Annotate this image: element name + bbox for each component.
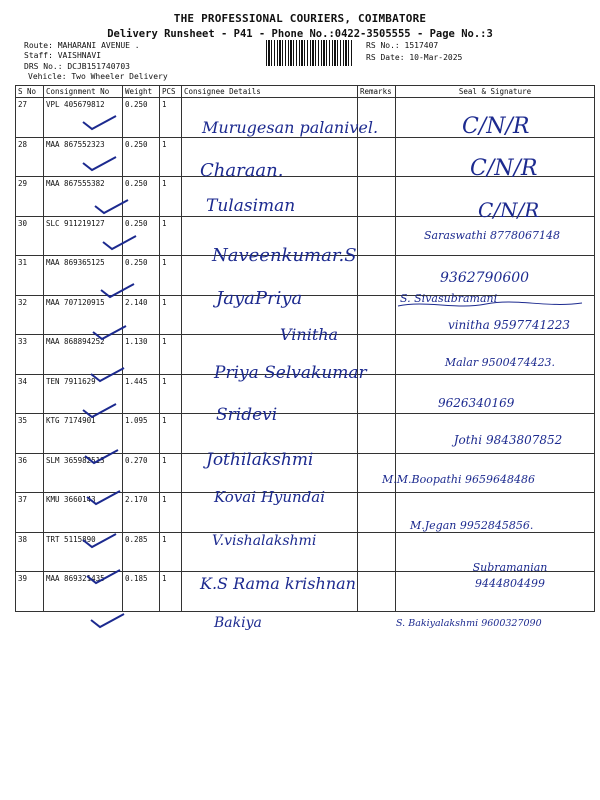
cell-sno: 33 — [16, 335, 44, 375]
cell-sno: 28 — [16, 137, 44, 177]
handwritten-signature: 9626340169 — [438, 396, 515, 410]
handwritten-consignee: Jothilakshmi — [206, 450, 314, 470]
check-mark-icon — [92, 196, 132, 216]
cell-remarks — [358, 414, 396, 454]
handwritten-consignee: Naveenkumar.S — [212, 245, 357, 266]
check-mark-icon — [90, 322, 130, 342]
check-mark-icon — [80, 400, 120, 420]
cell-weight: 0.250 — [123, 177, 160, 217]
cell-sno: 39 — [16, 572, 44, 612]
handwritten-signature: M.Jegan 9952845856. — [410, 519, 534, 532]
cell-weight: 0.250 — [123, 137, 160, 177]
runsheet-subtitle: Delivery Runsheet - P41 - Phone No.:0422-3505555 - Page No.:3 — [107, 28, 493, 40]
check-mark-icon — [98, 280, 138, 300]
cell-sno: 34 — [16, 374, 44, 414]
cell-pcs: 1 — [160, 374, 182, 414]
cell-pcs: 1 — [160, 256, 182, 296]
handwritten-signature: S. Sivasubramani — [400, 292, 498, 305]
cell-consignment: TRT 5115890 — [44, 532, 123, 572]
handwritten-consignee: Murugesan palanivel. — [202, 118, 379, 137]
handwritten-signature: Jothi 9843807852 — [453, 433, 563, 447]
handwritten-signature: 9362790600 — [440, 270, 530, 286]
check-mark-icon — [80, 153, 120, 173]
cell-consignment: MAA 868894252 — [44, 335, 123, 375]
cell-consignment: MAA 869365125 — [44, 256, 123, 296]
cell-remarks — [358, 295, 396, 335]
cell-consignment: SLM 365982513 — [44, 453, 123, 493]
handwritten-consignee: Tulasiman — [206, 196, 296, 216]
check-mark-icon — [82, 446, 122, 466]
handwritten-consignee: Priya Selvakumar — [214, 363, 367, 383]
col-remarks: Remarks — [358, 86, 396, 98]
handwritten-consignee: V.vishalakshmi — [212, 533, 317, 549]
col-consignee: Consignee Details — [182, 86, 358, 98]
cell-weight: 2.140 — [123, 295, 160, 335]
cell-remarks — [358, 572, 396, 612]
cell-pcs: 1 — [160, 216, 182, 256]
cell-pcs: 1 — [160, 295, 182, 335]
cell-consignment: KMU 3660143 — [44, 493, 123, 533]
cell-weight: 1.095 — [123, 414, 160, 454]
cell-sno: 37 — [16, 493, 44, 533]
staff-text: Staff: VAISHNAVI — [24, 51, 102, 60]
table-header-row — [16, 86, 595, 98]
col-signature: Seal & Signature — [396, 86, 595, 98]
cell-consignment: TEN 7911629 — [44, 374, 123, 414]
handwritten-consignee: Charaan. — [200, 160, 284, 181]
handwritten-signature: S. Bakiyalakshmi 9600327090 — [396, 618, 542, 629]
drs-number: DRS No.: DCJB151740703 — [24, 62, 130, 71]
cell-weight: 0.250 — [123, 98, 160, 138]
cell-pcs: 1 — [160, 137, 182, 177]
cell-pcs: 1 — [160, 335, 182, 375]
cell-weight: 0.250 — [123, 216, 160, 256]
cell-weight: 0.270 — [123, 453, 160, 493]
cell-pcs: 1 — [160, 493, 182, 533]
handwritten-signature: C/N/R — [478, 198, 540, 222]
handwritten-signature: vinitha 9597741223 — [447, 318, 570, 332]
handwritten-consignee: Bakiya — [214, 615, 262, 631]
company-title: THE PROFESSIONAL COURIERS, COIMBATORE — [173, 12, 427, 25]
cell-remarks — [358, 216, 396, 256]
cell-weight: 0.185 — [123, 572, 160, 612]
cell-pcs: 1 — [160, 414, 182, 454]
cell-consignment: MAA 869321435 — [44, 572, 123, 612]
check-mark-icon — [80, 530, 120, 550]
handwritten-signature: C/N/R — [470, 156, 538, 181]
cell-pcs: 1 — [160, 453, 182, 493]
col-sno: S No — [16, 86, 44, 98]
check-mark-icon — [84, 487, 124, 507]
handwritten-consignee: K.S Rama krishnan — [200, 574, 356, 593]
cell-weight: 1.130 — [123, 335, 160, 375]
cell-sno: 36 — [16, 453, 44, 493]
handwritten-signature: Malar 9500474423. — [444, 356, 556, 369]
check-mark-icon — [100, 232, 140, 252]
handwritten-signature: Saraswathi 8778067148 — [424, 229, 561, 242]
cell-pcs: 1 — [160, 177, 182, 217]
cell-consignment: KTG 7174901 — [44, 414, 123, 454]
cell-consignment: MAA 867555382 — [44, 177, 123, 217]
cell-sno: 27 — [16, 98, 44, 138]
cell-sno: 38 — [16, 532, 44, 572]
cell-pcs: 1 — [160, 532, 182, 572]
cell-consignment: MAA 707120915 — [44, 295, 123, 335]
cell-sno: 29 — [16, 177, 44, 217]
cell-weight: 0.285 — [123, 532, 160, 572]
handwritten-consignee: Kovai Hyundai — [214, 488, 326, 506]
rs-number: RS No.: 1517407 — [366, 41, 439, 50]
check-mark-icon — [84, 566, 124, 586]
cell-remarks — [358, 137, 396, 177]
cell-pcs: 1 — [160, 98, 182, 138]
handwritten-consignee: Vinitha — [280, 325, 339, 344]
col-weight: Weight — [123, 86, 160, 98]
handwritten-consignee: JayaPriya — [216, 288, 303, 309]
barcode — [266, 40, 354, 66]
vehicle-text: Vehicle: Two Wheeler Delivery — [28, 72, 168, 81]
handwritten-signature: Subramanian 9444804499 — [472, 561, 548, 590]
cell-weight: 1.445 — [123, 374, 160, 414]
cell-sno: 30 — [16, 216, 44, 256]
route-text: Route: MAHARANI AVENUE . — [24, 41, 140, 50]
cell-weight: 0.250 — [123, 256, 160, 296]
cell-remarks — [358, 256, 396, 296]
signature-scribble — [396, 298, 586, 312]
cell-remarks — [358, 493, 396, 533]
check-mark-icon — [88, 364, 128, 384]
col-consignment: Consignment No — [44, 86, 123, 98]
cell-sno: 35 — [16, 414, 44, 454]
rs-date: RS Date: 10-Mar-2025 — [366, 53, 463, 62]
cell-pcs: 1 — [160, 572, 182, 612]
check-mark-icon — [88, 610, 128, 630]
cell-remarks — [358, 177, 396, 217]
cell-remarks — [358, 532, 396, 572]
handwritten-consignee: Sridevi — [216, 405, 278, 425]
handwritten-signature: M.M.Boopathi 9659648486 — [382, 473, 535, 486]
cell-consignment: MAA 867552323 — [44, 137, 123, 177]
cell-sno: 31 — [16, 256, 44, 296]
cell-weight: 2.170 — [123, 493, 160, 533]
col-pcs: PCS — [160, 86, 182, 98]
handwritten-signature: C/N/R — [462, 114, 530, 139]
check-mark-icon — [80, 112, 120, 132]
cell-sno: 32 — [16, 295, 44, 335]
cell-consignment: VPL 405679812 — [44, 98, 123, 138]
cell-consignment: SLC 911219127 — [44, 216, 123, 256]
